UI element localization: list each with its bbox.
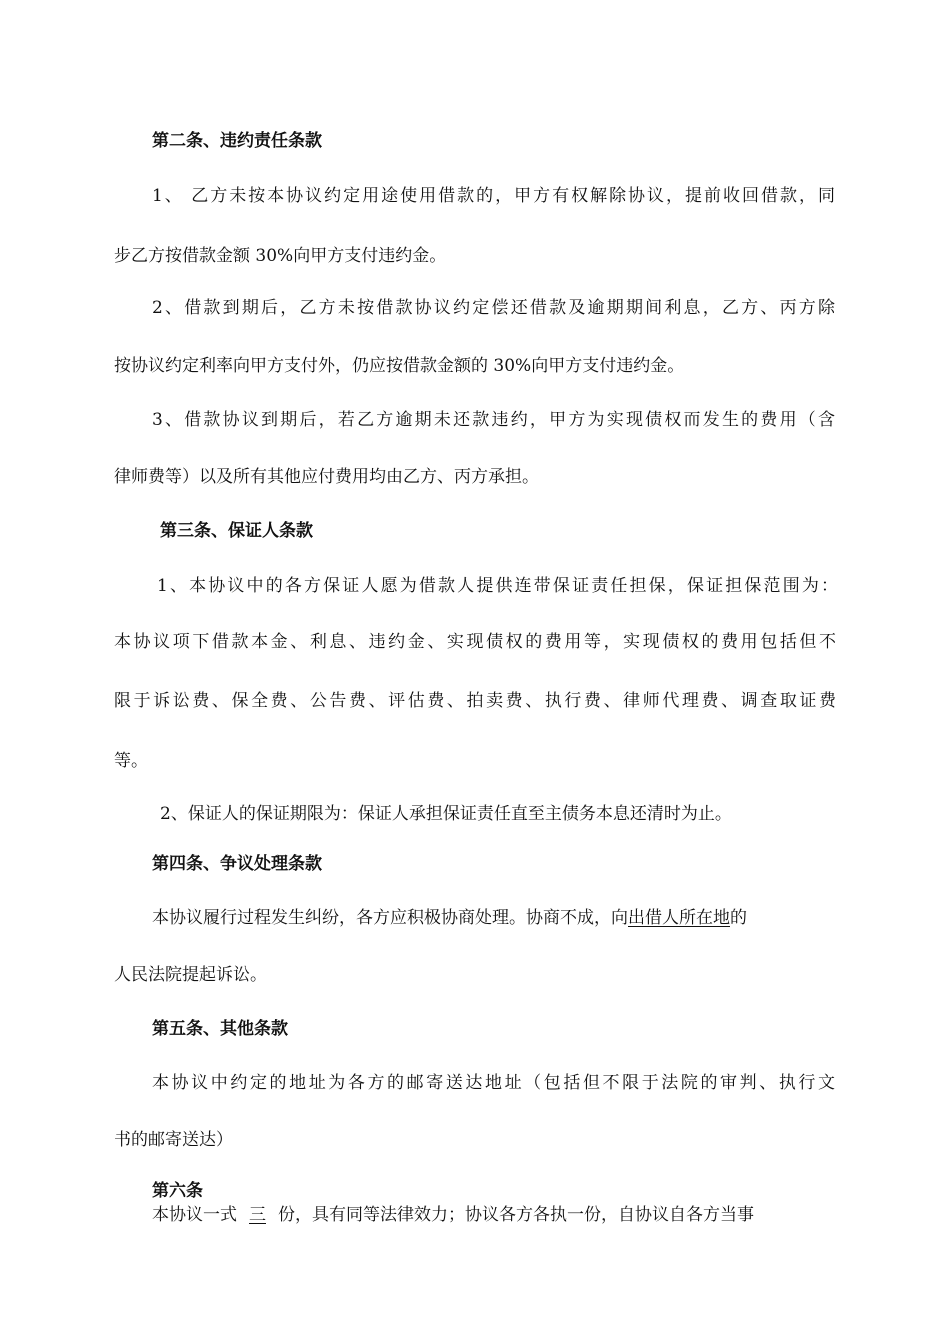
court-location-underlined: 出借人所在地 (628, 908, 730, 928)
article-2-item-3-line-1: 3、借款协议到期后，若乙方逾期未还款违约，甲方为实现债权而发生的费用（含 (152, 410, 835, 430)
article-2-item-3-line-2: 律师费等）以及所有其他应付费用均由乙方、丙方承担。 (114, 467, 539, 487)
article-4-line-1-end: 的 (730, 908, 747, 928)
article-2-item-2-line-1: 2、借款到期后，乙方未按借款协议约定偿还借款及逾期期间利息，乙方、丙方除 (152, 298, 835, 318)
article-3-item-1-line-4: 等。 (114, 751, 148, 771)
article-2-heading: 第二条、违约责任条款 (152, 131, 322, 151)
article-6-line-1 (152, 1200, 754, 1225)
article-2-item-2-line-2: 按协议约定利率向甲方支付外，仍应按借款金额的 30%向甲方支付违约金。 (114, 356, 685, 376)
article-3-item-1-line-2: 本协议项下借款本金、利息、违约金、实现债权的费用等，实现债权的费用包括但不 (114, 632, 836, 652)
article-5-line-1: 本协议中约定的地址为各方的邮寄送达地址（包括但不限于法院的审判、执行文 (152, 1073, 835, 1093)
article-4-line-1-text: 本协议履行过程发生纠纷，各方应积极协商处理。协商不成，向 (152, 908, 628, 928)
article-4-heading: 第四条、争议处理条款 (152, 854, 322, 874)
copies-count-underlined: 三 (249, 1205, 266, 1225)
article-3-item-1-line-3: 限于诉讼费、保全费、公告费、评估费、拍卖费、执行费、律师代理费、调查取证费 (114, 691, 836, 711)
article-2-item-1-line-2: 步乙方按借款金额 30%向甲方支付违约金。 (114, 246, 447, 266)
article-5-heading: 第五条、其他条款 (152, 1019, 288, 1039)
article-6-line-1-text: 本协议一式 (152, 1205, 237, 1225)
article-4-line-2: 人民法院提起诉讼。 (114, 965, 267, 985)
article-2-item-1-line-1: 1、 乙方未按本协议约定用途使用借款的，甲方有权解除协议，提前收回借款，同 (152, 186, 835, 206)
article-6-heading: 第六条 (152, 1181, 203, 1201)
article-3-item-1-line-1: 1、本协议中的各方保证人愿为借款人提供连带保证责任担保，保证担保范围为： (157, 576, 838, 596)
article-3-item-2: 2、保证人的保证期限为：保证人承担保证责任直至主债务本息还清时为止。 (160, 804, 732, 824)
article-4-line-1 (152, 903, 747, 928)
article-6-line-1-end: 份，具有同等法律效力；协议各方各执一份，自协议自各方当事 (278, 1205, 754, 1225)
article-5-line-2: 书的邮寄送达） (114, 1130, 233, 1150)
article-3-heading: 第三条、保证人条款 (160, 521, 313, 541)
